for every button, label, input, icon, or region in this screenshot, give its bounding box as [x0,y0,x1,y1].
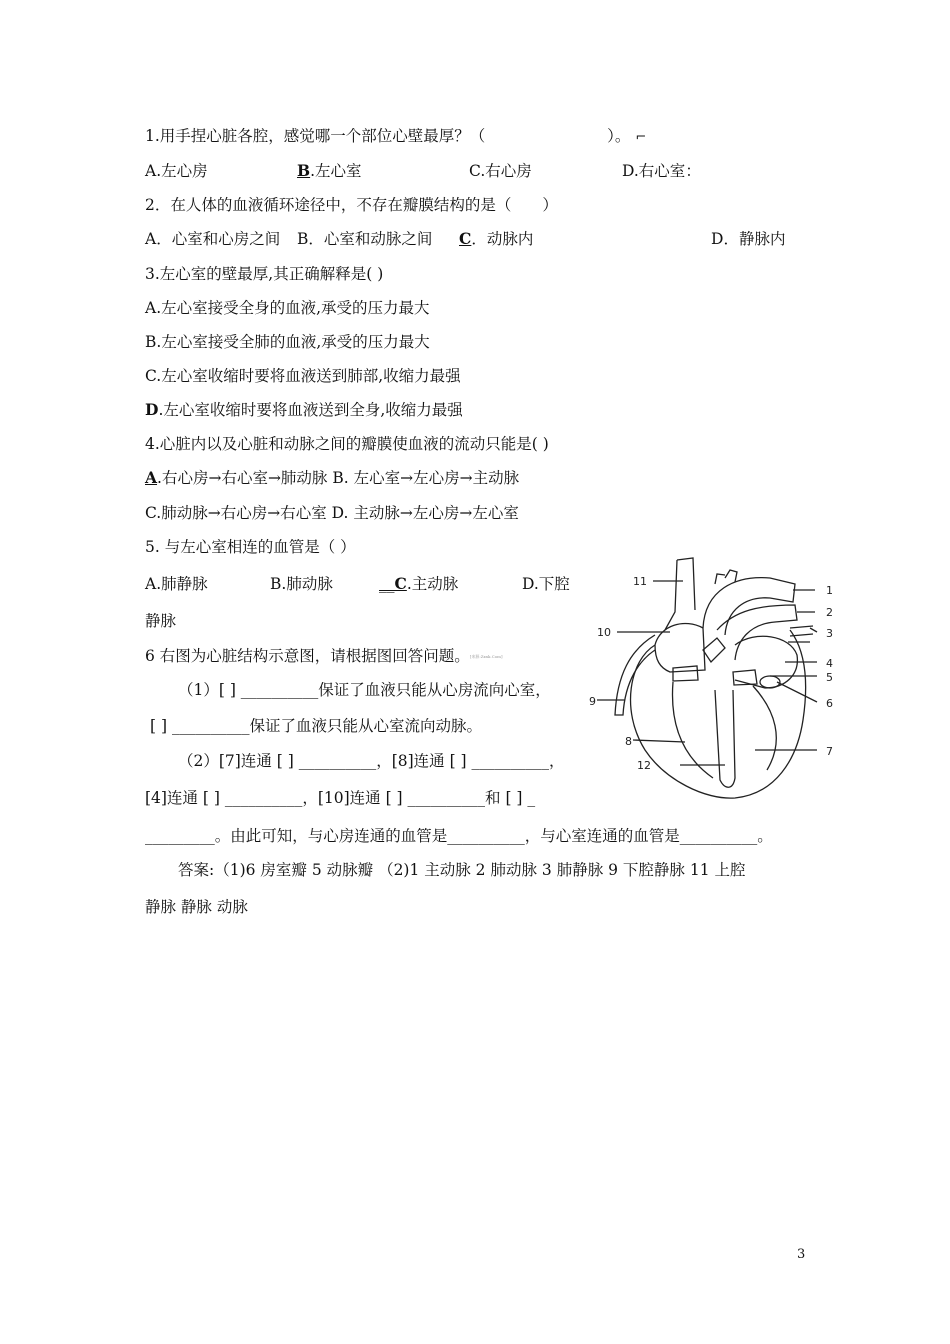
pulmonary-artery [717,605,797,660]
q5-option-d-cont: 静脉 [145,612,177,630]
q1-stem-end: ）。 [607,127,631,145]
q5-option-c: __C.主动脉 [379,574,459,593]
label-10: 10 [597,626,611,639]
aorta [703,578,795,635]
q2-option-c: C．动脉内 [459,229,534,248]
tricuspid-valve [673,666,698,681]
label-6: 6 [826,697,833,710]
q5-option-b: B.肺动脉 [270,575,333,593]
right-atrium [655,623,705,672]
source-note: [来源:Zxxk.Com] [469,654,503,659]
pulmonary-veins [788,626,813,642]
q2-stem: 2．在人体的血液循环途径中，不存在瓣膜结构的是（ ） [145,196,558,214]
q1-stem-line [145,126,646,148]
q6-line4: [4]连通 [ ] __________，[10]连通 [ ] __________和 [ ] _ [145,789,536,807]
septum [715,690,735,787]
q3-option-a: A.左心室接受全身的血液,承受的压力最大 [145,299,430,317]
q6-line1: （1）[ ] __________保证了血液只能从心房流向心室， [178,681,551,699]
label-7: 7 [826,745,833,758]
q1-mark: ⌐ [635,130,647,145]
q6-answer2: 静脉 静脉 动脉 [145,898,248,916]
q1-option-b: B.左心室 [297,161,362,180]
left-ventricle [753,686,776,770]
q2-option-a: A．心室和心房之间 [145,230,281,248]
label-3: 3 [826,627,833,640]
heart-diagram [585,550,845,810]
q5-option-a: A.肺静脉 [145,575,208,593]
q3-option-d: D.左心室收缩时要将血液送到全身,收缩力最强 [145,400,463,419]
label-12: 12 [637,759,651,772]
q1-option-a: A.左心房 [145,162,208,180]
label-8: 8 [625,735,632,748]
q4-option-ab: A.右心房→右心室→肺动脉 B. 左心室→左心房→主动脉 [145,468,520,487]
q6-answer1: 答案:（1)6 房室瓣 5 动脉瓣 （2)1 主动脉 2 肺动脉 3 肺静脉 9 下腔静脉 11 上腔 [178,861,746,879]
label-5: 5 [826,671,833,684]
label-11: 11 [633,575,647,588]
label-2: 2 [826,606,833,619]
label-4: 4 [826,657,833,670]
q4-stem: 4.心脏内以及心脏和动脉之间的瓣膜使血液的流动只能是( ) [145,435,549,453]
label-1: 1 [826,584,833,597]
label-9: 9 [589,695,596,708]
q3-option-b: B.左心室接受全肺的血液,承受的压力最大 [145,333,430,351]
inferior-vena-cava [615,635,655,715]
q1-option-d: D.右心室： [622,162,701,180]
q6-stem: 6 右图为心脏结构示意图，请根据图回答问题。[来源:Zxxk.Com] [145,647,503,665]
page-number: 3 [797,1247,806,1262]
q2-option-d: D．静脉内 [711,230,786,248]
q3-stem: 3.左心室的壁最厚,其正确解释是( ) [145,265,384,283]
q2-option-b: B．心室和动脉之间 [297,230,433,248]
q1-stem: 1.用手捏心脏各腔，感觉哪一个部位心壁最厚？（ [145,127,486,145]
q5-option-d: D.下腔 [522,575,570,593]
superior-vena-cava [665,558,695,630]
q6-line3: （2）[7]连通 [ ] __________，[8]连通 [ ] __________， [178,752,565,770]
q6-line2: [ ] __________保证了血液只能从心室流向动脉。 [150,717,482,735]
q1-option-c: C.右心房 [469,162,532,180]
right-ventricle [672,682,713,778]
q6-line5: _________。由此可知，与心房连通的血管是__________，与心室连通的血管是__________。 [145,827,773,845]
q5-stem: 5. 与左心室相连的血管是（ ） [145,538,356,556]
q4-option-cd: C.肺动脉→右心房→右心室 D. 主动脉→左心房→左心室 [145,504,519,522]
q3-option-c: C.左心室收缩时要将血液送到肺部,收缩力最强 [145,367,461,385]
semilunar-valve [703,638,725,662]
